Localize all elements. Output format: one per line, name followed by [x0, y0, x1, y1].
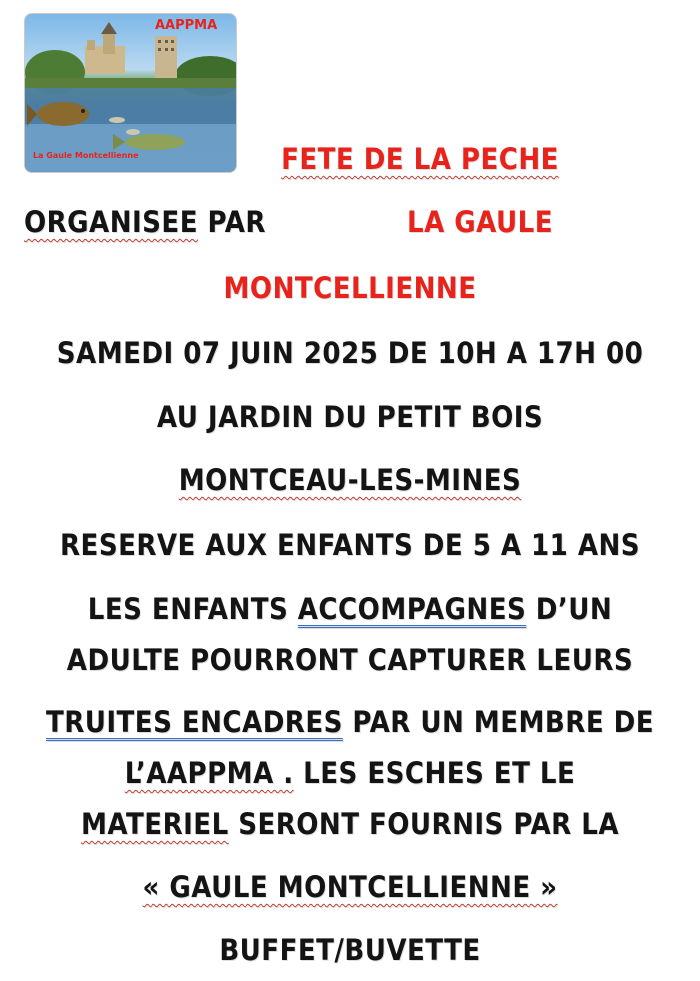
line-buffet: BUFFET/BUVETTE: [219, 933, 481, 967]
logo-caption: La Gaule Montcellienne: [33, 151, 139, 160]
heading-fete: FETE DE LA PECHE: [281, 142, 559, 176]
line-truites: TRUITES ENCADRES PAR UN MEMBRE DE: [45, 705, 655, 739]
truites-encadres-word: TRUITES ENCADRES: [45, 705, 343, 739]
line-aappma: L’AAPPMA . LES ESCHES ET LE: [124, 756, 576, 790]
la-gaule-text: LA GAULE: [407, 205, 553, 239]
line-materiel: MATERIEL SERONT FOURNIS PAR LA: [80, 807, 619, 841]
line-lieu: AU JARDIN DU PETIT BOIS: [156, 400, 544, 434]
line-gaule-quote: « GAULE MONTCELLIENNE »: [142, 870, 558, 904]
logo-title: AAPPMA: [155, 18, 218, 33]
line-enfants: LES ENFANTS ACCOMPAGNES D’UN: [87, 592, 613, 626]
line-adulte: ADULTE POURRONT CAPTURER LEURS: [66, 643, 634, 677]
line-montcellienne: MONTCELLIENNE: [223, 271, 477, 305]
line-reserve: RESERVE AUX ENFANTS DE 5 A 11 ANS: [59, 528, 641, 562]
par-word: PAR: [197, 205, 266, 239]
line-ville: MONTCEAU-LES-MINES: [178, 463, 522, 497]
accompagnes-word: ACCOMPAGNES: [297, 592, 527, 626]
aappma-word: L’AAPPMA .: [124, 756, 294, 790]
line-date: SAMEDI 07 JUIN 2025 DE 10H A 17H 00: [56, 336, 644, 370]
materiel-word: MATERIEL: [80, 807, 229, 841]
organisee-word: ORGANISEE: [24, 205, 198, 239]
